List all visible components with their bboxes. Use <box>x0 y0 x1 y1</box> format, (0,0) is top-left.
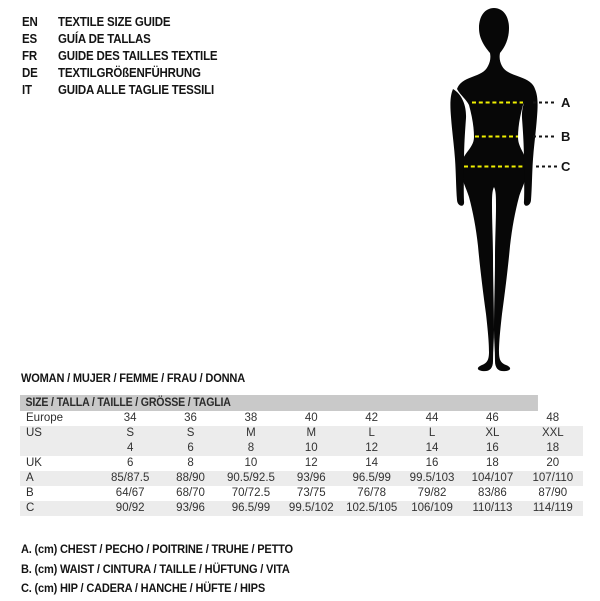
size-table-body <box>20 411 583 516</box>
row-label: C <box>26 502 35 514</box>
table-cell: 14 <box>425 442 439 454</box>
table-cell: M <box>306 427 317 439</box>
table-cell: 64/67 <box>115 487 145 499</box>
table-cell: 96.5/99 <box>231 502 271 514</box>
measure-label-b: B <box>561 129 571 144</box>
table-cell: 93/96 <box>176 502 205 514</box>
woman-silhouette-icon <box>430 0 600 380</box>
language-label: GUIDA ALLE TAGLIE TESSILI <box>58 83 214 98</box>
table-cell: 106/109 <box>411 502 453 514</box>
language-row <box>22 82 231 99</box>
table-cell: 16 <box>486 442 499 454</box>
language-row <box>22 65 231 82</box>
table-cell: 10 <box>244 457 258 469</box>
table-cell: 102.5/105 <box>346 502 398 514</box>
table-cell: 38 <box>244 412 258 424</box>
table-row <box>20 486 583 501</box>
table-cell: 90/92 <box>115 502 145 514</box>
language-code: IT <box>22 83 32 98</box>
language-label: GUIDE DES TAILLES TEXTILE <box>58 48 218 63</box>
table-cell: 12 <box>365 442 379 454</box>
table-cell: 85/87.5 <box>111 472 150 484</box>
table-cell: 44 <box>425 412 439 424</box>
table-cell: 73/75 <box>296 487 326 499</box>
woman-silhouette-figure <box>430 0 600 380</box>
table-cell: L <box>428 427 436 439</box>
table-cell: 68/70 <box>176 487 205 499</box>
table-cell: 34 <box>123 412 137 424</box>
language-label: TEXTILE SIZE GUIDE <box>58 14 171 29</box>
row-label: UK <box>26 457 42 469</box>
table-cell: S <box>186 427 195 439</box>
table-cell: 42 <box>365 412 379 424</box>
table-cell: 46 <box>486 412 499 424</box>
table-cell: 6 <box>126 457 134 469</box>
table-row <box>20 501 583 516</box>
language-row <box>22 30 231 47</box>
table-cell: XL <box>485 427 500 439</box>
table-cell: 36 <box>184 412 197 424</box>
table-cell: 83/86 <box>478 487 507 499</box>
table-cell: 104/107 <box>471 472 514 484</box>
table-cell: 87/90 <box>538 487 568 499</box>
table-cell: 76/78 <box>357 487 387 499</box>
table-cell: 18 <box>546 442 560 454</box>
language-code: EN <box>22 14 38 29</box>
language-code: DE <box>22 66 38 81</box>
table-cell: XXL <box>541 427 564 439</box>
table-cell: 70/72.5 <box>231 487 271 499</box>
table-cell: 14 <box>365 457 379 469</box>
table-row <box>20 441 583 456</box>
table-cell: 99.5/103 <box>409 472 455 484</box>
table-row <box>20 456 583 471</box>
legend-line-chest: A. (cm) CHEST / PECHO / POITRINE / TRUHE / PETTO <box>21 542 293 556</box>
table-cell: M <box>246 427 256 439</box>
size-table <box>20 395 583 516</box>
table-cell: 48 <box>546 412 560 424</box>
language-label: TEXTILGRÖßENFÜHRUNG <box>58 66 201 81</box>
language-code: FR <box>22 48 37 63</box>
language-row <box>22 47 231 64</box>
legend-line-waist: B. (cm) WAIST / CINTURA / TAILLE / HÜFTUNG / VITA <box>21 561 290 576</box>
table-cell: 79/82 <box>417 487 447 499</box>
language-code: ES <box>22 31 37 46</box>
row-label: A <box>26 472 34 484</box>
language-list <box>22 13 231 99</box>
table-row <box>20 471 583 486</box>
row-label: US <box>26 427 42 439</box>
row-label: Europe <box>26 412 64 424</box>
table-cell: 20 <box>546 457 560 469</box>
table-cell: 110/113 <box>472 502 513 514</box>
table-row <box>20 426 583 441</box>
table-cell: L <box>368 427 375 439</box>
row-label: B <box>26 487 34 499</box>
row-label <box>20 441 100 456</box>
table-cell: 90.5/92.5 <box>226 472 275 484</box>
table-cell: 6 <box>187 442 194 454</box>
table-cell: 8 <box>187 457 194 469</box>
measurement-legend <box>21 542 317 601</box>
table-cell: 12 <box>304 457 318 469</box>
table-cell: 18 <box>486 457 499 469</box>
language-label: GUÍA DE TALLAS <box>58 31 151 46</box>
size-table-header: SIZE / TALLA / TAILLE / GRÖSSE / TAGLIA <box>20 395 538 411</box>
table-cell: 4 <box>126 442 134 454</box>
table-row <box>20 411 583 426</box>
table-cell: 8 <box>247 442 255 454</box>
table-cell: 40 <box>304 412 318 424</box>
table-cell: S <box>126 427 135 439</box>
legend-line-hip: C. (cm) HIP / CADERA / HANCHE / HÜFTE / HIPS <box>21 581 266 595</box>
table-cell: 93/96 <box>296 472 326 484</box>
language-row <box>22 13 231 30</box>
section-title: WOMAN / MUJER / FEMME / FRAU / DONNA <box>21 371 245 385</box>
table-cell: 96.5/99 <box>352 472 391 484</box>
table-cell: 88/90 <box>176 472 205 484</box>
measure-label-a: A <box>561 95 571 110</box>
measure-label-c: C <box>561 159 571 174</box>
table-cell: 16 <box>425 457 439 469</box>
table-cell: 107/110 <box>532 472 574 484</box>
table-cell: 114/119 <box>532 502 573 514</box>
table-cell: 10 <box>304 442 318 454</box>
table-cell: 99.5/102 <box>288 502 334 514</box>
